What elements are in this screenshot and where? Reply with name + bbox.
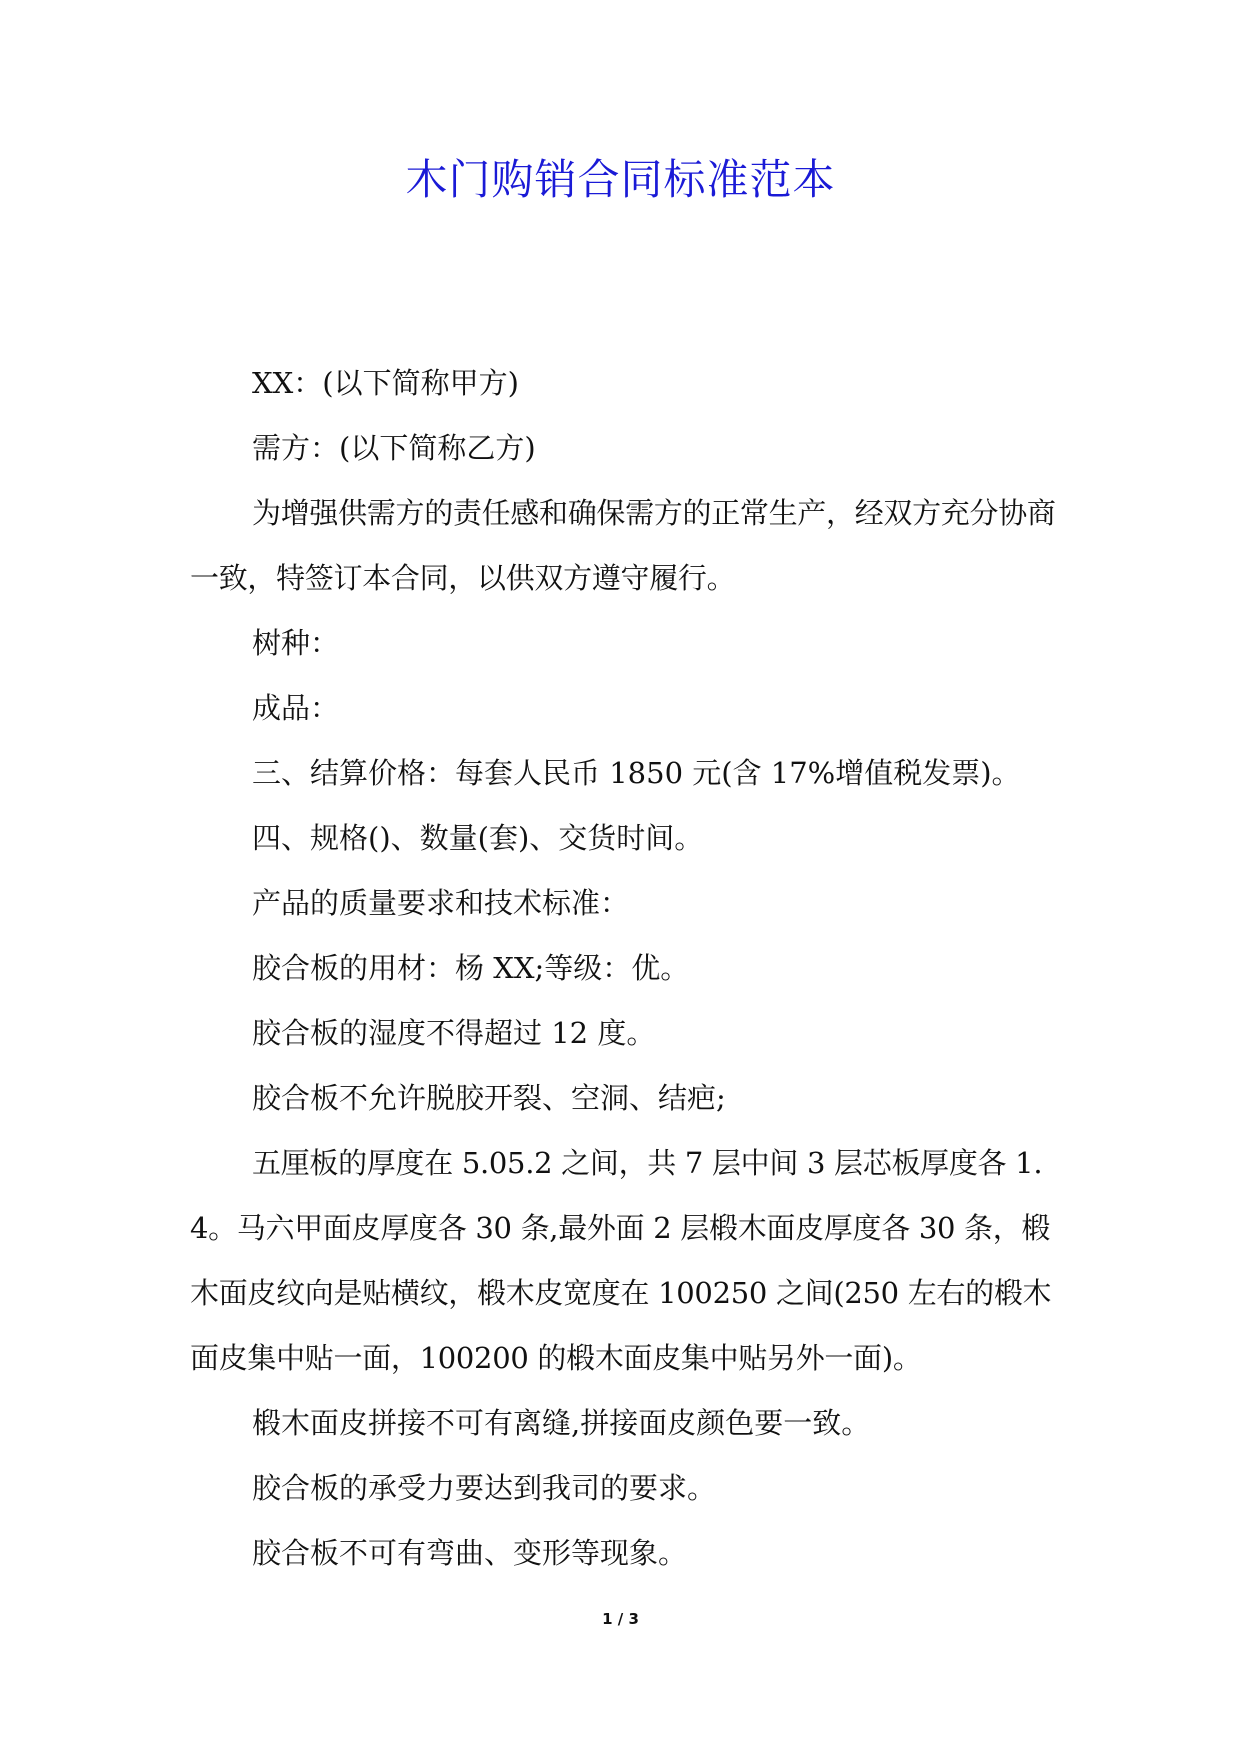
paragraph-supplier: XX：(以下简称甲方) bbox=[252, 366, 519, 400]
paragraph-plywood-material: 胶合板的用材：杨 XX;等级：优。 bbox=[252, 951, 690, 985]
paragraph-plywood-defects: 胶合板不允许脱胶开裂、空洞、结疤; bbox=[252, 1081, 726, 1115]
paragraph-tree-species: 树种： bbox=[252, 626, 340, 660]
document-title: 木门购销合同标准范本 bbox=[405, 155, 836, 204]
paragraph-finished-product: 成品： bbox=[252, 691, 340, 725]
paragraph-plywood-humidity: 胶合板的湿度不得超过 12 度。 bbox=[252, 1016, 656, 1050]
paragraph-settlement-price: 三、结算价格：每套人民币 1850 元(含 17%增值税发票)。 bbox=[252, 756, 1021, 790]
paragraph-load-capacity: 胶合板的承受力要达到我司的要求。 bbox=[252, 1471, 717, 1505]
paragraph-specifications: 四、规格()、数量(套)、交货时间。 bbox=[252, 821, 704, 855]
paragraph-buyer: 需方：(以下简称乙方) bbox=[252, 431, 536, 465]
paragraph-quality-standards: 产品的质量要求和技术标准： bbox=[252, 886, 630, 920]
page-number: 1 / 3 bbox=[602, 1610, 639, 1628]
paragraph-board-thickness: 五厘板的厚度在 5.05.2 之间，共 7 层中间 3 层芯板厚度各 1.4。马六甲面皮厚度各 30 条,最外面 2 层椴木面皮厚度各 30 条，椴木面皮纹向是贴横纹，椴木皮宽度在 100250 之间(250 左右的椴木面皮集中贴一面，100200 的椴木面皮集中贴另外一面)。 bbox=[190, 1146, 1052, 1375]
paragraph-purpose: 为增强供需方的责任感和确保需方的正常生产，经双方充分协商一致，特签订本合同，以供双方遵守履行。 bbox=[190, 496, 1056, 595]
paragraph-veneer-joint: 椴木面皮拼接不可有离缝,拼接面皮颜色要一致。 bbox=[252, 1406, 871, 1440]
document-body bbox=[190, 351, 1060, 1586]
paragraph-no-deformation: 胶合板不可有弯曲、变形等现象。 bbox=[252, 1536, 688, 1570]
